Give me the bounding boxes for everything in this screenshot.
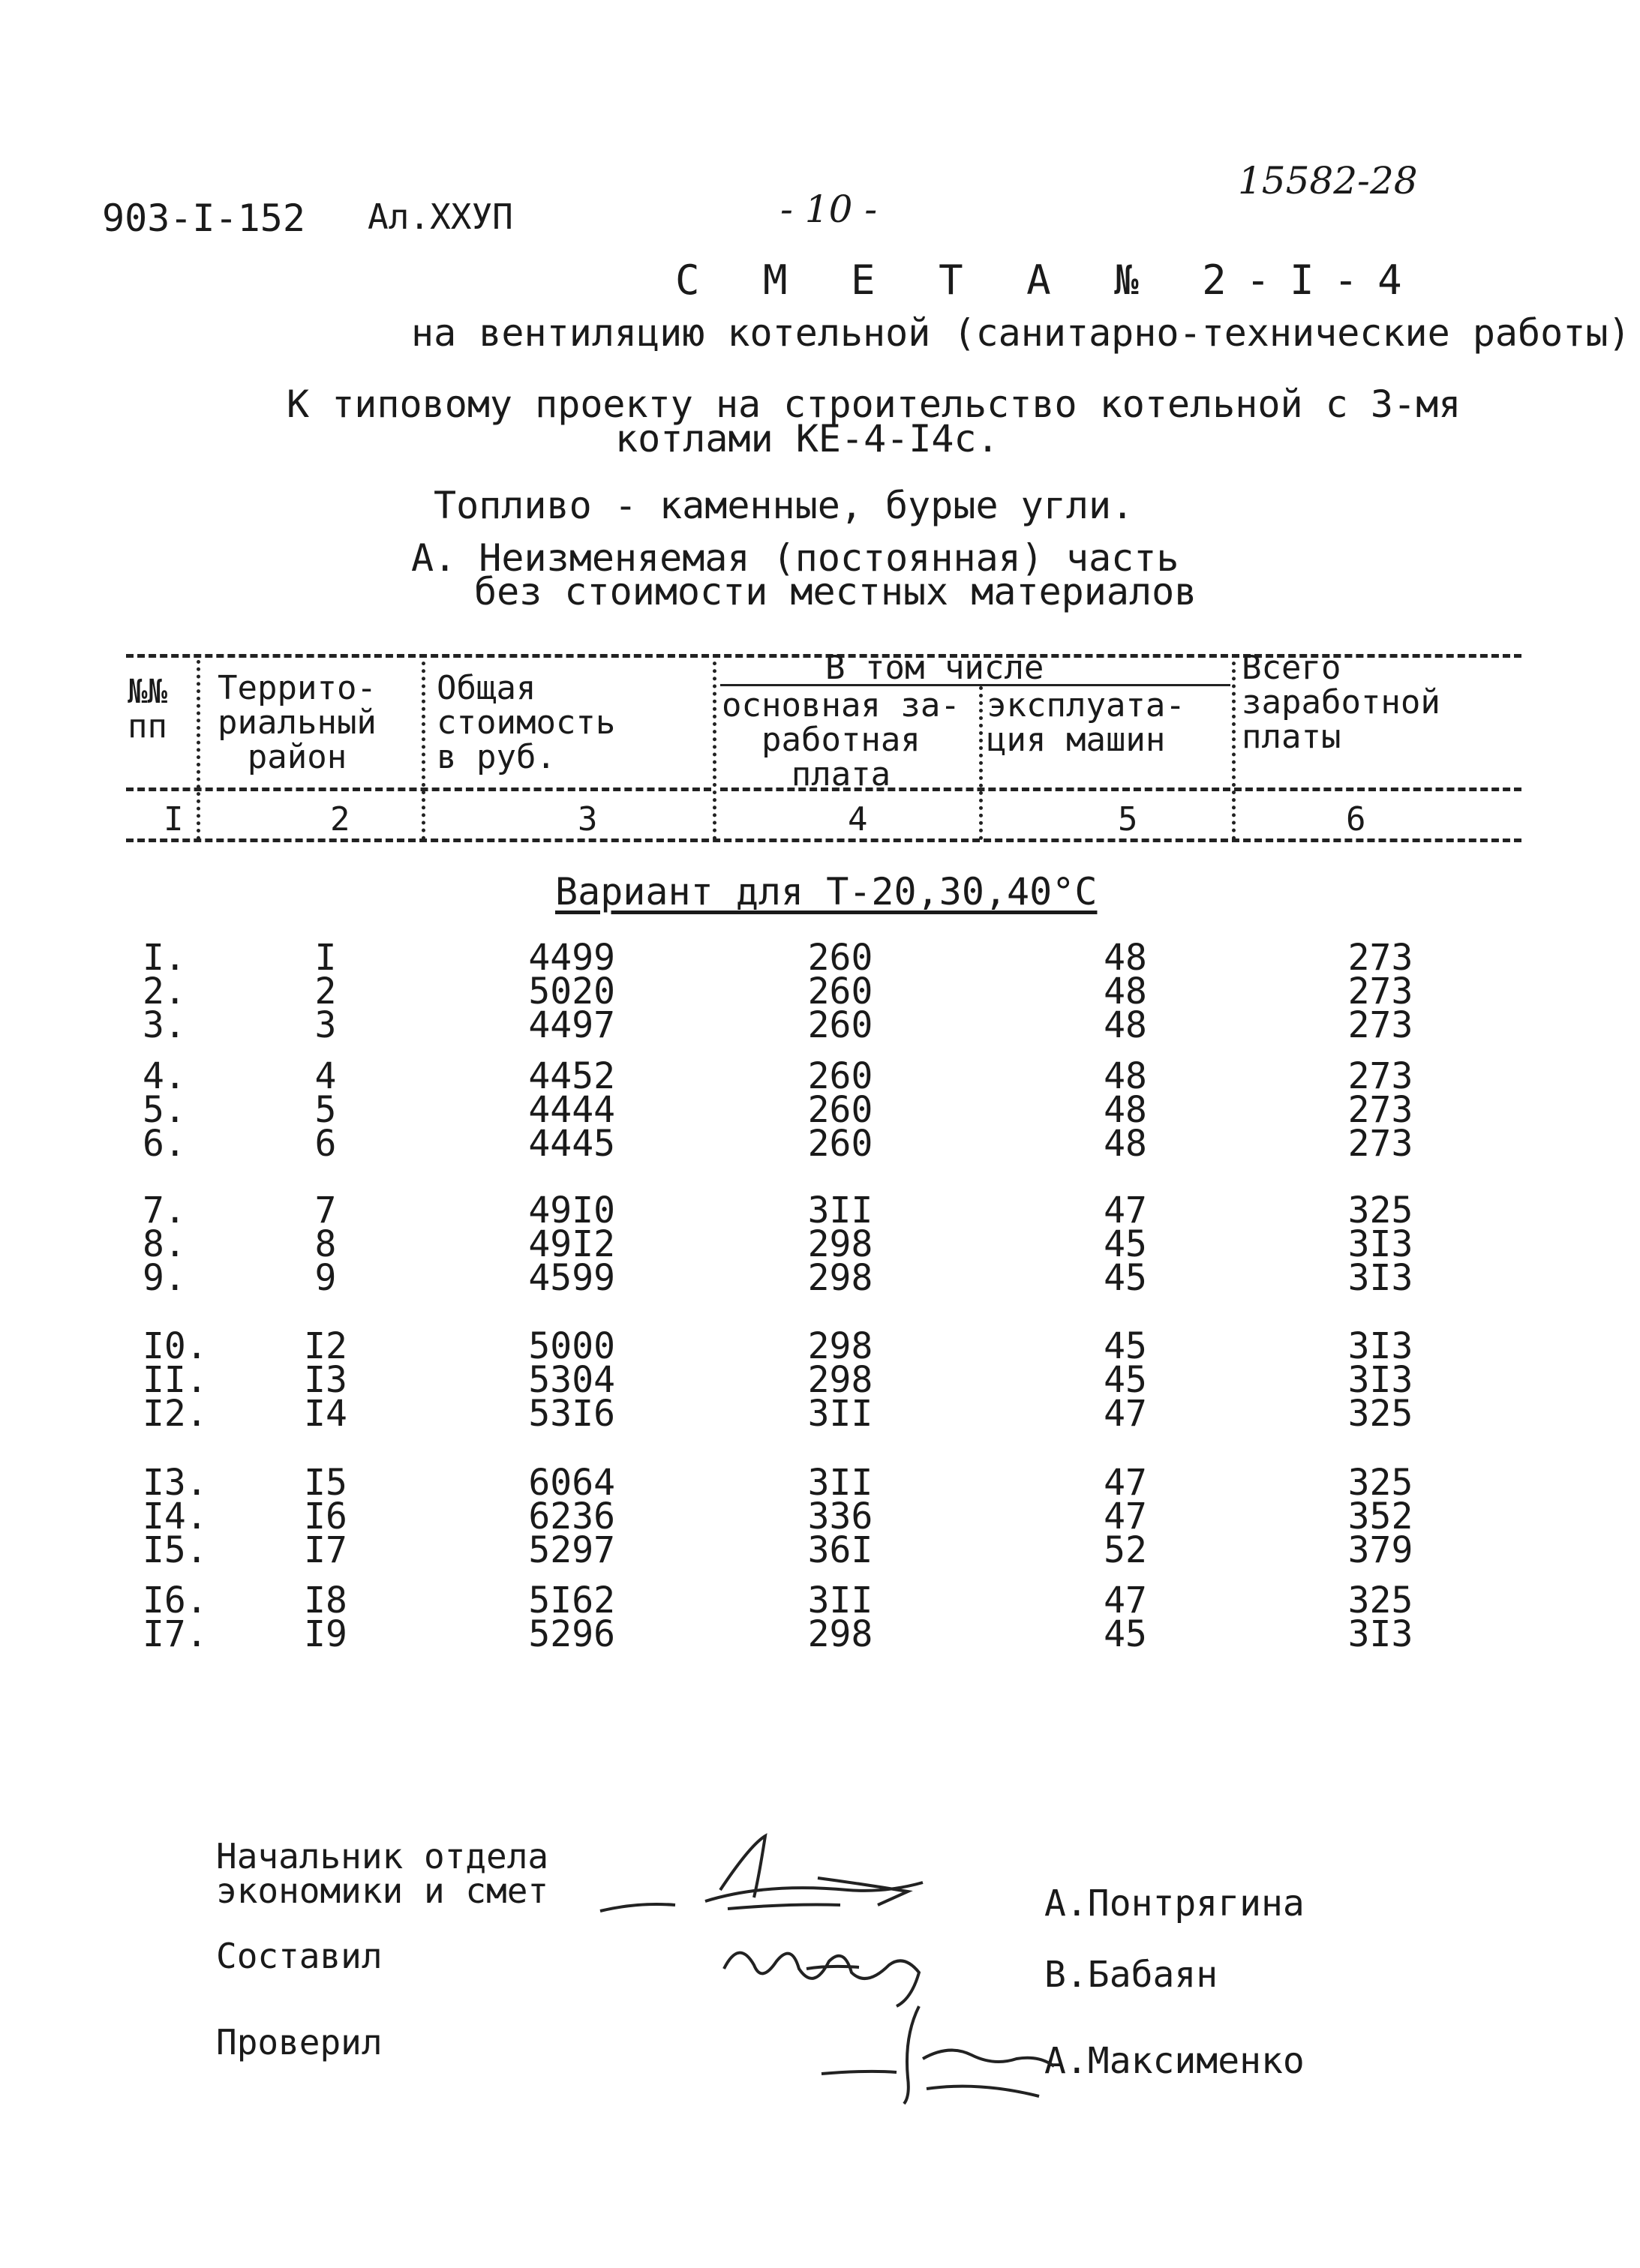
header-total-cost: Общая стоимость в руб. <box>437 669 616 776</box>
project-code: 903-I-152 <box>102 196 305 240</box>
district-numbers: I5 I6 I7 <box>304 1462 347 1571</box>
total-cost-values: 5I62 5296 <box>528 1580 615 1655</box>
header-row-number: №№ пп <box>128 673 167 746</box>
column-number-6: 6 <box>1346 800 1366 838</box>
fuel-line: Топливо - каменные, бурые угли. <box>434 484 1134 527</box>
total-cost-values: 4452 4444 4445 <box>528 1055 615 1165</box>
base-wage-values: 3II 298 298 <box>807 1190 873 1299</box>
total-wage-values: 273 273 273 <box>1347 937 1413 1046</box>
col-separator-4 <box>979 686 983 840</box>
base-wage-values: 260 260 260 <box>807 1055 873 1165</box>
machine-operation-values: 48 48 48 <box>1104 937 1147 1046</box>
machine-operation-values: 47 45 <box>1104 1580 1147 1655</box>
column-number-4: 4 <box>848 800 868 838</box>
base-wage-values: 298 298 3II <box>807 1325 873 1435</box>
district-numbers: 4 5 6 <box>314 1055 337 1165</box>
total-wage-values: 3I3 3I3 325 <box>1347 1325 1413 1435</box>
page-number: - 10 - <box>780 188 878 231</box>
head-of-department-label: Начальник отдела экономики и смет <box>216 1836 549 1911</box>
head-of-department-name: А.Понтрягина <box>1044 1882 1305 1924</box>
total-cost-values: 6064 6236 5297 <box>528 1462 615 1571</box>
header-group-including: В том числе <box>825 649 1044 687</box>
document-subtitle: на вентиляцию котельной (санитарно-технические работы) <box>411 311 1631 355</box>
header-base-wages: основная за- работная плата <box>722 686 960 794</box>
col-separator-3 <box>713 654 716 840</box>
base-wage-values: 260 260 260 <box>807 937 873 1046</box>
machine-operation-values: 45 45 47 <box>1104 1325 1147 1435</box>
row-numbers: 4. 5. 6. <box>143 1055 186 1165</box>
total-wage-values: 325 352 379 <box>1347 1462 1413 1571</box>
column-number-2: 2 <box>330 800 350 838</box>
checked-signature <box>814 1991 1099 2111</box>
district-numbers: 7 8 9 <box>314 1190 337 1299</box>
header-territorial-district: Террито- риальный район <box>218 669 377 776</box>
numbers-bottom-rule <box>126 838 1521 842</box>
compiled-by-name: В.Бабаян <box>1044 1954 1218 1996</box>
total-cost-values: 4499 5020 4497 <box>528 937 615 1046</box>
album-number: Ал.ХХУП <box>368 196 513 237</box>
base-wage-values: 3II 298 <box>807 1580 873 1655</box>
total-wage-values: 325 3I3 <box>1347 1580 1413 1655</box>
column-number-3: 3 <box>578 800 598 838</box>
project-line-1: К типовому проекту на строительство котельной с 3-мя <box>287 382 1461 426</box>
district-numbers: I8 I9 <box>304 1580 347 1655</box>
district-numbers: I2 I3 I4 <box>304 1325 347 1435</box>
section-line-2: без стоимости местных материалов <box>474 570 1197 614</box>
col-separator-1 <box>197 660 200 840</box>
total-wage-values: 325 3I3 3I3 <box>1347 1190 1413 1299</box>
project-line-2: котлами КЕ-4-I4с. <box>615 417 999 460</box>
row-numbers: I. 2. 3. <box>143 937 186 1046</box>
col-separator-5 <box>1232 654 1236 840</box>
checked-by-name: А.Максименко <box>1044 2040 1305 2082</box>
base-wage-values: 3II 336 36I <box>807 1462 873 1571</box>
total-cost-values: 49I0 49I2 4599 <box>528 1190 615 1299</box>
variant-title: Вариант для Т-20,30,40°С <box>555 870 1098 914</box>
column-number-1: I <box>164 800 184 838</box>
machine-operation-values: 47 45 45 <box>1104 1190 1147 1299</box>
header-bottom-rule-left <box>126 788 711 791</box>
row-numbers: I3. I4. I5. <box>143 1462 208 1571</box>
total-cost-values: 5000 5304 53I6 <box>528 1325 615 1435</box>
row-numbers: I0. II. I2. <box>143 1325 208 1435</box>
total-wage-values: 273 273 273 <box>1347 1055 1413 1165</box>
header-total-wages: Всего заработной платы <box>1242 649 1440 756</box>
column-number-5: 5 <box>1118 800 1138 838</box>
section-line-1: А. Неизменяемая (постоянная) часть <box>411 536 1179 580</box>
header-bottom-rule-right <box>1234 788 1521 791</box>
handwritten-reference: 15582-28 <box>1238 159 1418 202</box>
district-numbers: I 2 3 <box>314 937 337 1046</box>
compiled-by-label: Составил <box>216 1936 383 1976</box>
machine-operation-values: 47 47 52 <box>1104 1462 1147 1571</box>
machine-operation-values: 48 48 48 <box>1104 1055 1147 1165</box>
checked-by-label: Проверил <box>216 2022 383 2062</box>
head-signature <box>593 1830 1013 1935</box>
row-numbers: 7. 8. 9. <box>143 1190 186 1299</box>
row-numbers: I6. I7. <box>143 1580 208 1655</box>
document-title: С М Е Т А № 2-I-4 <box>675 256 1422 304</box>
header-machine-operation: эксплуата- ция машин <box>987 686 1185 759</box>
col-separator-2 <box>422 654 425 840</box>
